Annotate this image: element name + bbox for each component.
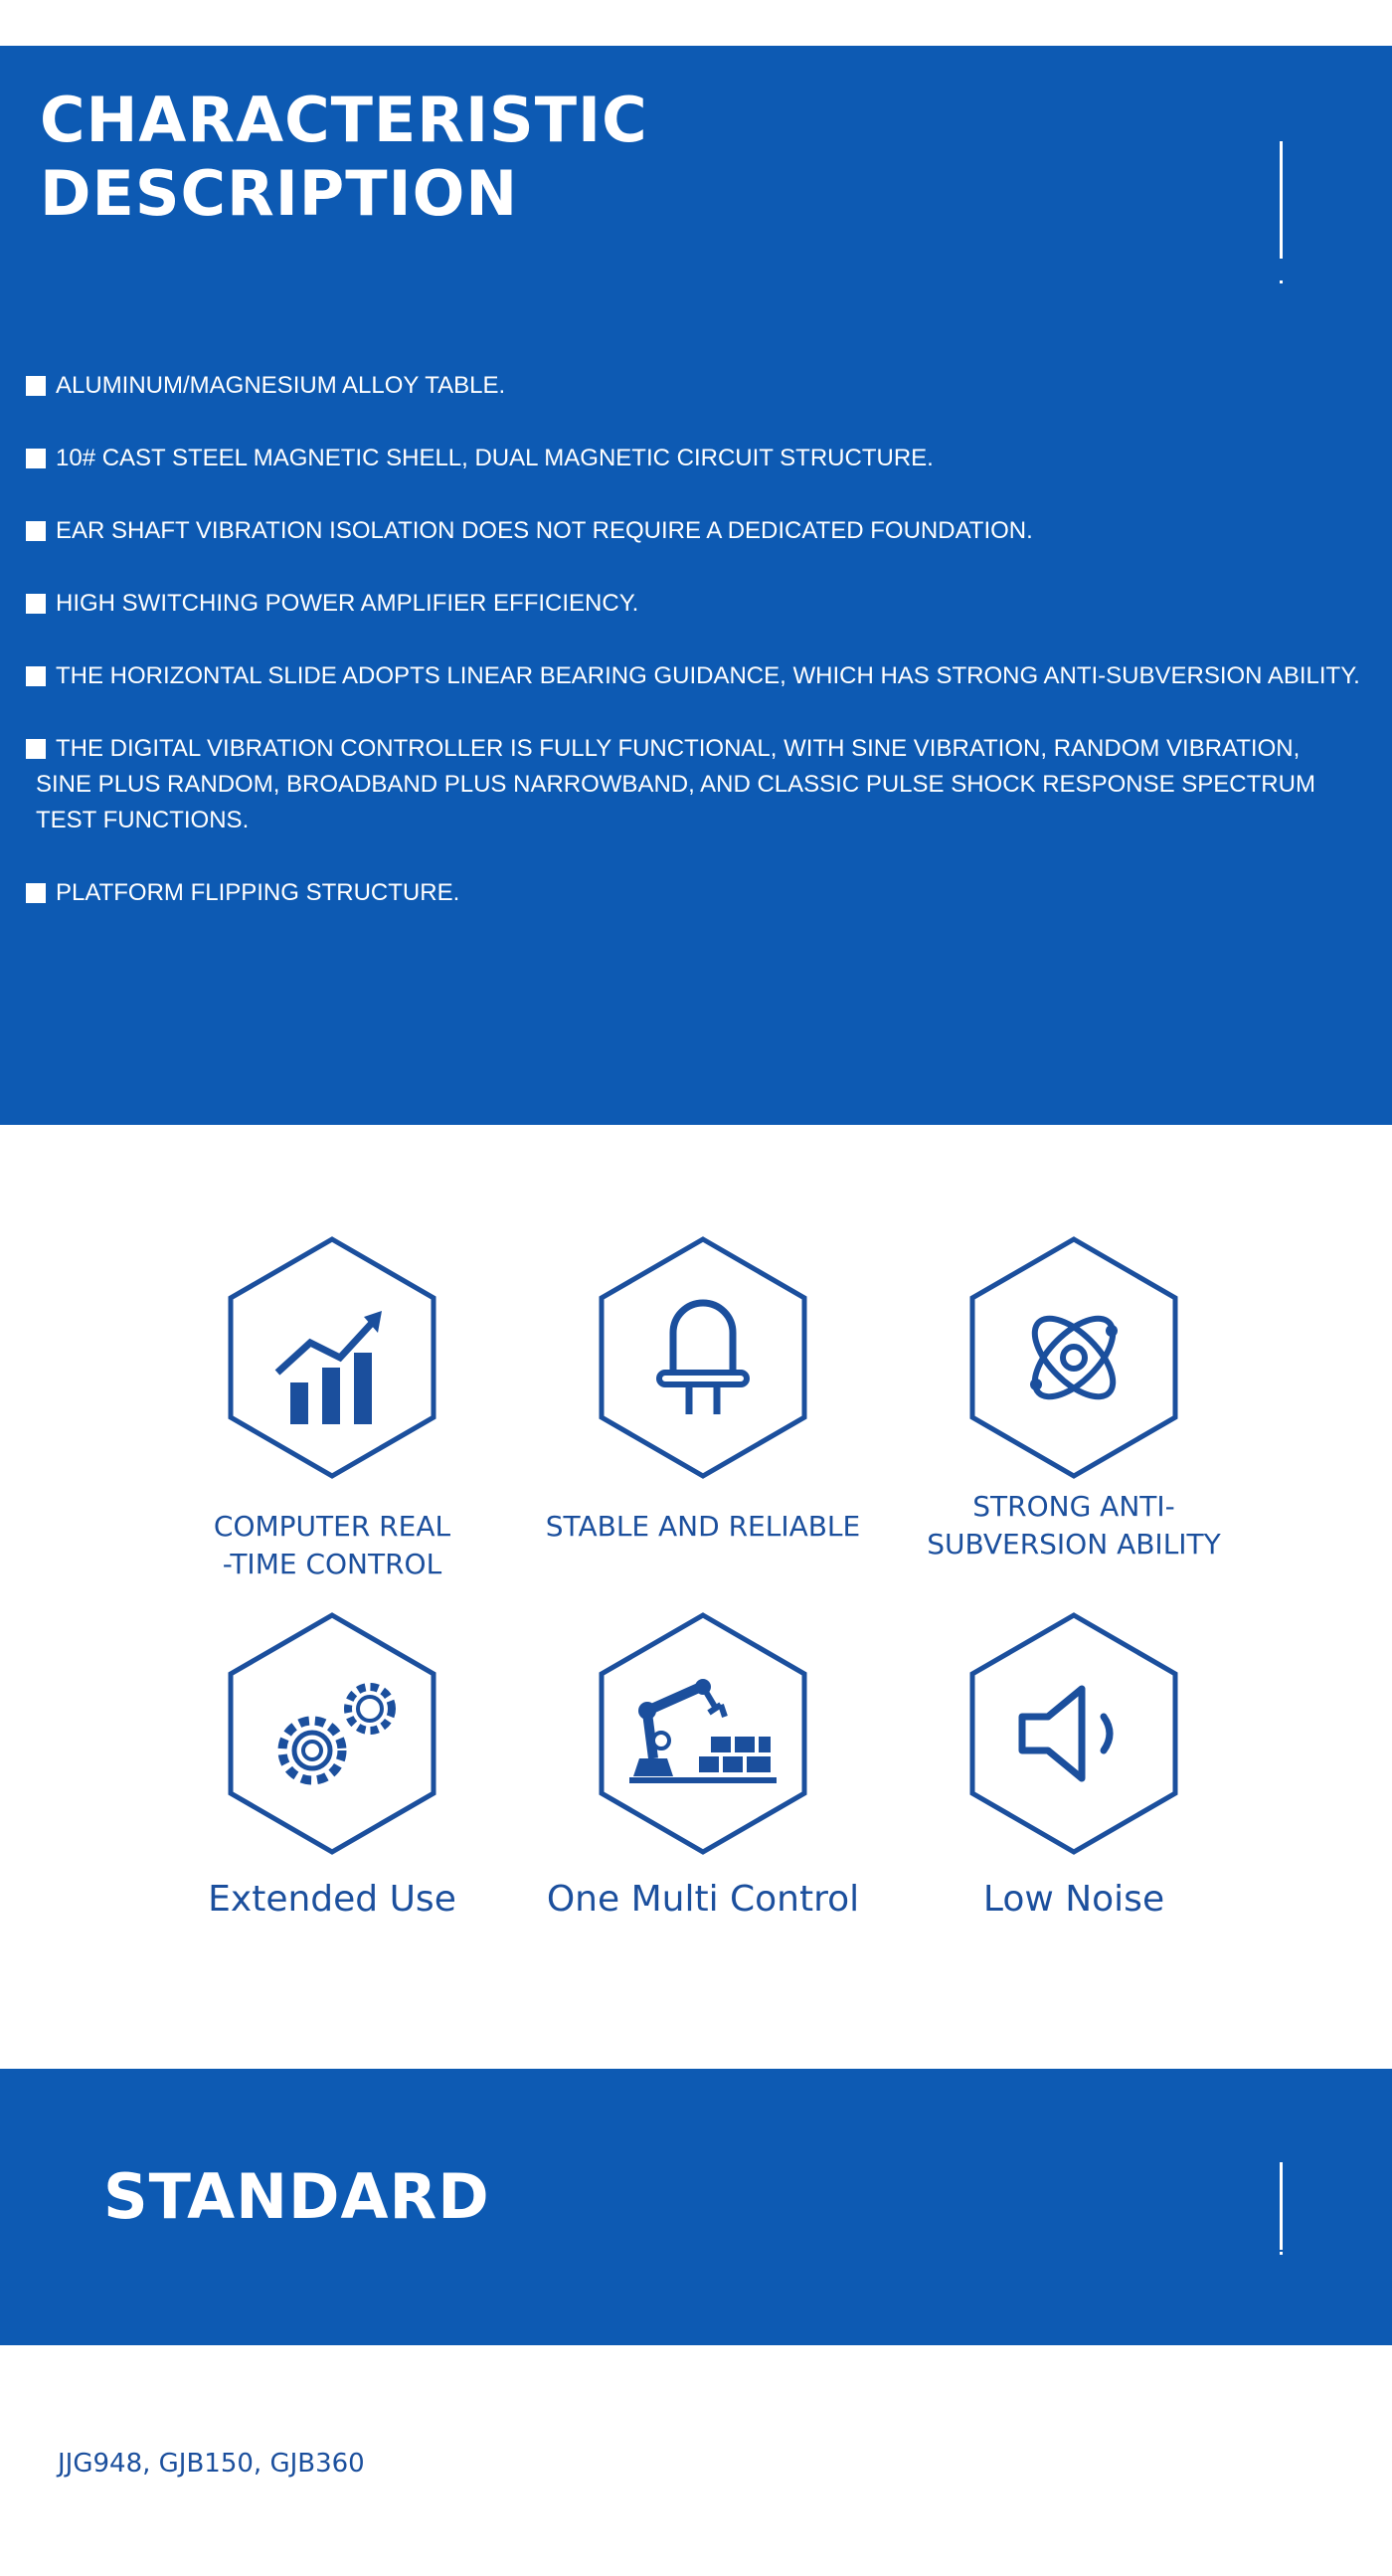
title-line-2: DESCRIPTION	[40, 157, 519, 230]
feature-icon-cell	[545, 1233, 861, 1543]
icon-label	[895, 1488, 1253, 1564]
standard-title: STANDARD	[103, 2160, 490, 2233]
feature-text: 10# CAST STEEL MAGNETIC SHELL, DUAL MAGNETIC CIRCUIT STRUCTURE.	[56, 445, 934, 471]
feature-icon-cell	[546, 1609, 860, 1920]
feature-list	[26, 368, 1378, 911]
feature-item	[26, 731, 1378, 838]
label-line: Extended Use	[208, 1879, 456, 1920]
feature-text: ALUMINUM/MAGNESIUM ALLOY TABLE.	[56, 372, 506, 399]
bullet-square	[26, 883, 46, 903]
feature-icon-cell	[927, 1233, 1221, 1561]
feature-text: THE DIGITAL VIBRATION CONTROLLER IS FULLY FUNCTIONAL, WITH SINE VIBRATION, RANDOM VIBRATION,	[56, 735, 1301, 762]
label-line: SUBVERSION ABILITY	[927, 1528, 1221, 1561]
feature-item	[26, 513, 1378, 549]
icon-label	[153, 1878, 511, 1922]
gears-icon	[223, 1609, 441, 1858]
label-line: One Multi Control	[546, 1879, 860, 1920]
bullet-square	[26, 521, 46, 541]
label-line: STABLE AND RELIABLE	[545, 1510, 861, 1543]
icon-label	[153, 1508, 511, 1583]
feature-item	[26, 368, 1378, 404]
title-line-1: CHARACTERISTIC	[40, 84, 648, 156]
feature-item	[26, 658, 1378, 694]
feature-text: HIGH SWITCHING POWER AMPLIFIER EFFICIENCY.	[56, 590, 639, 617]
icon-label	[524, 1878, 882, 1922]
feature-icon-cell	[203, 1233, 461, 1580]
label-line: Low Noise	[982, 1879, 1165, 1920]
bullet-square	[26, 594, 46, 614]
robot-arm-icon	[594, 1609, 812, 1858]
icon-label	[895, 1878, 1253, 1922]
decorative-dot	[1280, 280, 1283, 283]
icon-label	[524, 1508, 882, 1546]
speaker-icon	[964, 1609, 1183, 1858]
feature-text: EAR SHAFT VIBRATION ISOLATION DOES NOT REQUIRE A DEDICATED FOUNDATION.	[56, 517, 1033, 544]
bullet-square	[26, 666, 46, 686]
feature-item	[26, 875, 1378, 911]
standard-list: JJG948, GJB150, GJB360	[58, 2449, 365, 2479]
label-line: STRONG ANTI-	[972, 1490, 1175, 1523]
feature-text: TEST FUNCTIONS.	[36, 807, 250, 833]
characteristic-title	[40, 84, 648, 231]
feature-text: SINE PLUS RANDOM, BROADBAND PLUS NARROWBAND, AND CLASSIC PULSE SHOCK RESPONSE SPECTRUM	[36, 771, 1315, 798]
atom-icon	[964, 1233, 1183, 1482]
bullet-square	[26, 449, 46, 468]
feature-text: THE HORIZONTAL SLIDE ADOPTS LINEAR BEARING GUIDANCE, WHICH HAS STRONG ANTI-SUBVERSION ABILITY.	[56, 662, 1360, 689]
decorative-dot	[1280, 2252, 1283, 2255]
bullet-square	[26, 376, 46, 396]
feature-icon-cell	[945, 1609, 1203, 1920]
label-line: COMPUTER REAL	[213, 1510, 451, 1543]
chart-growth-icon	[223, 1233, 441, 1482]
feature-item	[26, 441, 1378, 476]
decorative-divider	[1280, 141, 1283, 259]
led-icon	[594, 1233, 812, 1482]
label-line: -TIME CONTROL	[222, 1548, 442, 1580]
decorative-divider	[1280, 2162, 1283, 2250]
feature-icon-cell	[203, 1609, 461, 1920]
bullet-square	[26, 739, 46, 759]
feature-text: PLATFORM FLIPPING STRUCTURE.	[56, 879, 460, 906]
feature-item	[26, 586, 1378, 622]
